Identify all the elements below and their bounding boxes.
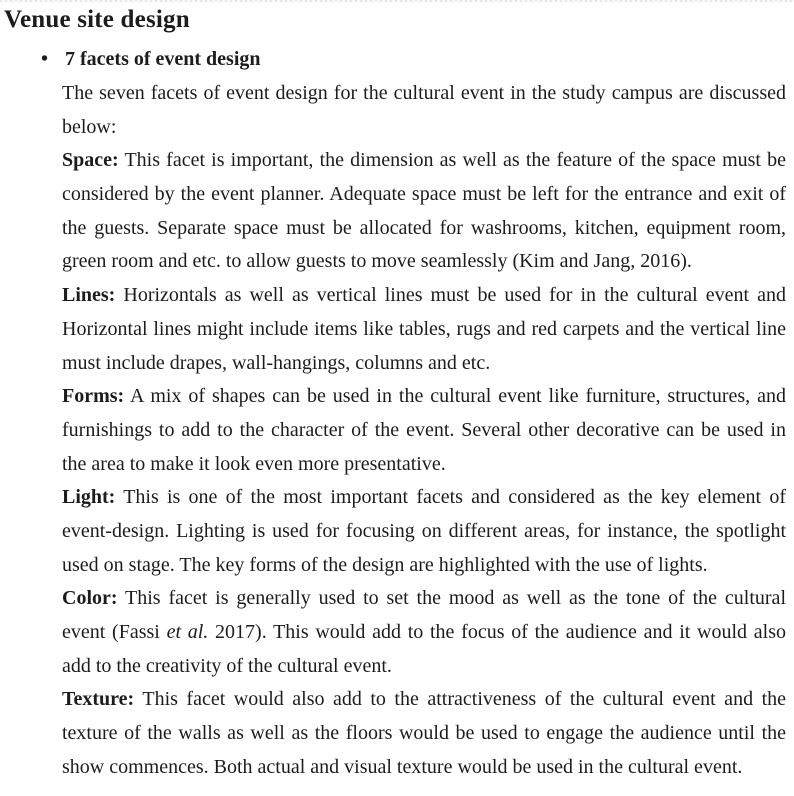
body-text (62, 77, 786, 784)
text-line: show commences. Both actual and visual texture would be used in the cultural event. (62, 755, 743, 778)
text-run: This facet is important, the dimension as well as the feature of the space must be (118, 149, 786, 172)
text-line (62, 582, 786, 616)
text-line: below: (62, 115, 117, 138)
text-line: must include drapes, wall-hangings, columns and etc. (62, 351, 491, 374)
text-line (62, 279, 786, 313)
text-line: texture of the walls as well as the floors would be used to engage the audience until the (62, 722, 786, 745)
text-line (62, 144, 786, 178)
text-run: Horizontals as well as vertical lines must be used for in the cultural event and (115, 284, 786, 307)
bullet-marker-icon: • (41, 48, 49, 70)
text-line: event-design. Lighting is used for focusing on different areas, for instance, the spotlight (62, 519, 786, 542)
text-line: the area to make it look even more presentative. (62, 452, 446, 475)
text-run: event (Fassi (62, 621, 167, 643)
bullet-item-label: 7 facets of event design (65, 48, 261, 70)
facet-label-light: Light: (62, 486, 116, 509)
document-page (0, 2, 794, 784)
text-line: used on stage. The key forms of the design are highlighted with the use of lights. (62, 553, 708, 576)
text-line (62, 616, 786, 650)
text-line (62, 481, 786, 515)
text-line: The seven facets of event design for the cultural event in the study campus are discussed (62, 82, 786, 104)
latin-abbreviation: et al. (166, 621, 209, 643)
text-run: This facet would also add to the attractiveness of the cultural event and the (134, 688, 786, 711)
facet-label-lines: Lines: (62, 284, 116, 307)
text-line: Horizontal lines might include items like tables, rugs and red carpets and the vertical line (62, 317, 786, 340)
text-line (62, 380, 786, 414)
facet-label-space: Space: (62, 149, 119, 172)
text-line (62, 683, 786, 717)
text-run: 2017). This would add to the focus of the audience and it would also (208, 621, 786, 643)
facet-label-texture: Texture: (62, 688, 135, 711)
facet-label-color: Color: (62, 587, 118, 610)
text-line: the guests. Separate space must be allocated for washrooms, kitchen, equipment room, (62, 216, 786, 239)
scan-edge-artifact (0, 0, 794, 2)
text-line: considered by the event planner. Adequate space must be left for the entrance and exit of (62, 183, 786, 206)
facet-label-forms: Forms: (62, 385, 125, 408)
text-line: furnishings to add to the character of the event. Several other decorative can be used in (62, 418, 786, 441)
text-run: This facet is generally used to set the mood as well as the tone of the cultural (117, 587, 786, 610)
page-title: Venue site design (4, 6, 190, 33)
bullet-list-item (41, 46, 786, 72)
text-line: add to the creativity of the cultural event. (62, 654, 392, 677)
text-run: This is one of the most important facets and considered as the key element of (115, 486, 786, 509)
text-line: green room and etc. to allow guests to move seamlessly (Kim and Jang, 2016). (62, 250, 692, 273)
text-run: A mix of shapes can be used in the cultural event like furniture, structures, and (124, 385, 786, 408)
